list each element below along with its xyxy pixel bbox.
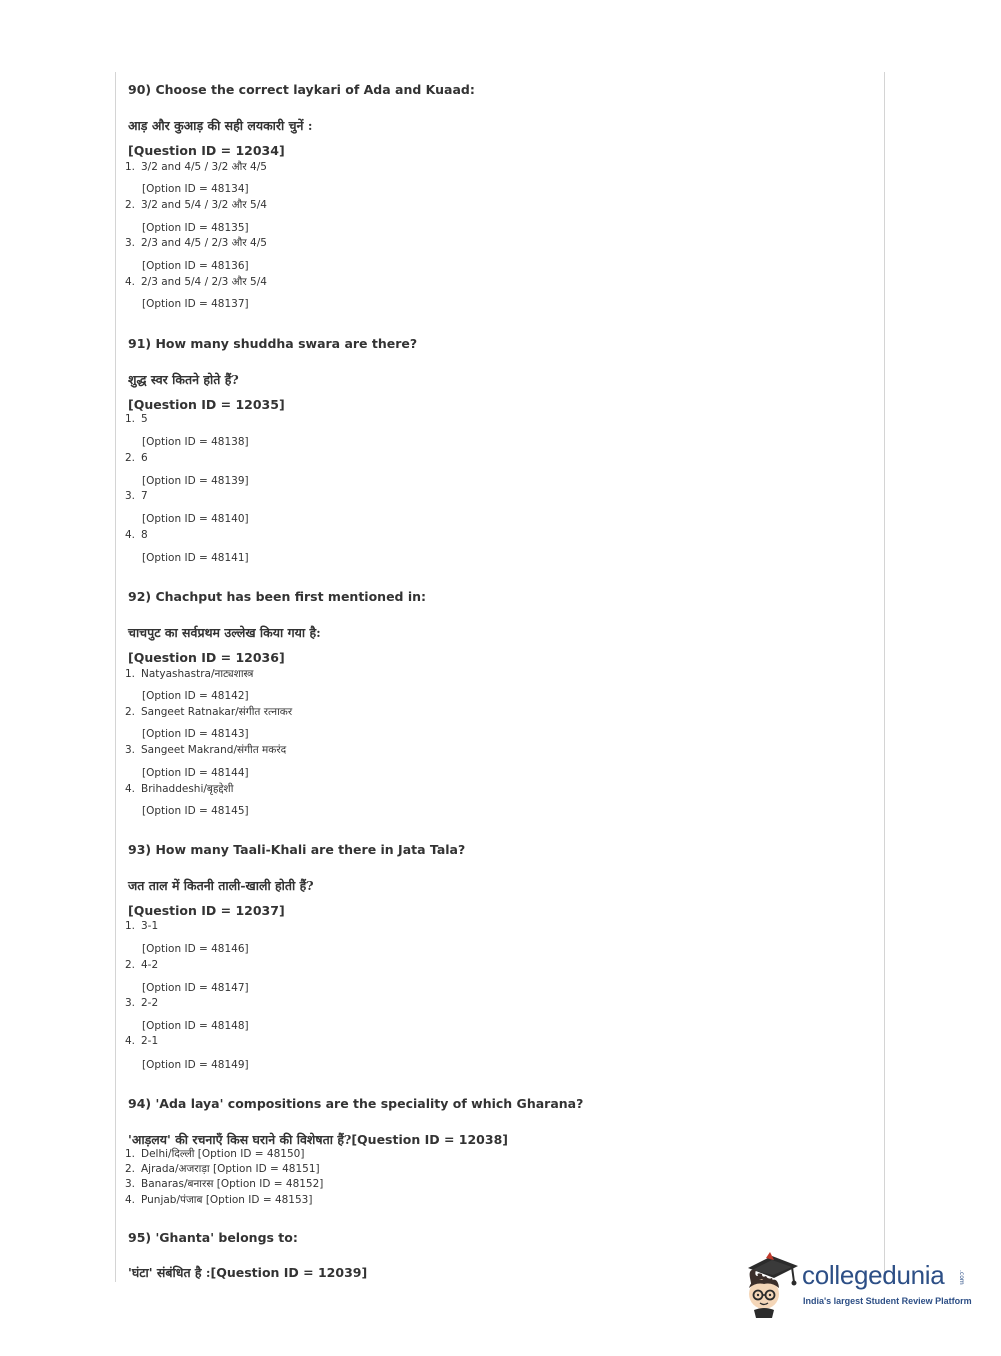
student-mascot-icon bbox=[742, 1248, 802, 1320]
question-93-option-3: 3. 2-2 bbox=[125, 997, 159, 1009]
question-91-option-4: 4. 8 bbox=[125, 529, 148, 541]
question-93-option-2: 2. 4-2 bbox=[125, 959, 159, 971]
question-94-option-2: 2. Ajrada/अजराड़ा [Option ID = 48151] bbox=[125, 1163, 320, 1175]
question-90-id: [Question ID = 12034] bbox=[128, 143, 285, 158]
question-90-option-3: 3. 2/3 and 4/5 / 2/3 और 4/5 bbox=[125, 237, 267, 249]
question-90-option-4: 4. 2/3 and 5/4 / 2/3 और 5/4 bbox=[125, 276, 267, 288]
logo-suffix: .com bbox=[958, 1270, 965, 1285]
question-94-id: [Question ID = 12038] bbox=[351, 1132, 508, 1147]
question-91-option-4-id: [Option ID = 48141] bbox=[142, 552, 249, 564]
question-92-id: [Question ID = 12036] bbox=[128, 650, 285, 665]
question-92-option-1: 1. Natyashastra/नाट्यशास्त्र bbox=[125, 668, 254, 680]
question-93-option-4-id: [Option ID = 48149] bbox=[142, 1059, 249, 1071]
question-93-option-1-id: [Option ID = 48146] bbox=[142, 943, 249, 955]
question-93-option-1: 1. 3-1 bbox=[125, 920, 159, 932]
collegedunia-logo bbox=[742, 1248, 972, 1320]
question-92-hindi: चाचपुट का सर्वप्रथम उल्लेख किया गया है: bbox=[128, 625, 321, 640]
question-95-hindi-line bbox=[128, 1264, 367, 1281]
question-95-hindi: 'घंटा' संबंधित है : bbox=[128, 1265, 211, 1280]
logo-wordmark: collegedunia bbox=[802, 1260, 945, 1290]
question-92-title: 92) Chachput has been first mentioned in: bbox=[128, 589, 427, 604]
question-91-title: 91) How many shuddha swara are there? bbox=[128, 336, 418, 351]
question-90-option-4-id: [Option ID = 48137] bbox=[142, 298, 249, 310]
question-90-option-2: 2. 3/2 and 5/4 / 3/2 और 5/4 bbox=[125, 199, 267, 211]
question-93-hindi: जत ताल में कितनी ताली-खाली होती हैं? bbox=[128, 878, 314, 893]
question-90-option-3-id: [Option ID = 48136] bbox=[142, 260, 249, 272]
question-91-option-3: 3. 7 bbox=[125, 490, 148, 502]
question-93-option-2-id: [Option ID = 48147] bbox=[142, 982, 249, 994]
question-93-option-3-id: [Option ID = 48148] bbox=[142, 1020, 249, 1032]
question-90-option-2-id: [Option ID = 48135] bbox=[142, 222, 249, 234]
question-91-id: [Question ID = 12035] bbox=[128, 397, 285, 412]
question-90-hindi: आड़ और कुआड़ की सही लयकारी चुनें : bbox=[128, 118, 313, 133]
question-94-option-1: 1. Delhi/दिल्ली [Option ID = 48150] bbox=[125, 1148, 305, 1160]
question-93-title: 93) How many Taali-Khali are there in Jata Tala? bbox=[128, 842, 466, 857]
question-93-option-4: 4. 2-1 bbox=[125, 1035, 159, 1047]
question-90-option-1-id: [Option ID = 48134] bbox=[142, 183, 249, 195]
question-94-option-3: 3. Banaras/बनारस [Option ID = 48152] bbox=[125, 1178, 324, 1190]
question-91-option-1: 1. 5 bbox=[125, 413, 148, 425]
question-92-option-3-id: [Option ID = 48144] bbox=[142, 767, 249, 779]
question-95-title: 95) 'Ghanta' belongs to: bbox=[128, 1230, 298, 1245]
question-91-option-1-id: [Option ID = 48138] bbox=[142, 436, 249, 448]
question-90-title: 90) Choose the correct laykari of Ada and Kuaad: bbox=[128, 82, 475, 97]
question-91-option-3-id: [Option ID = 48140] bbox=[142, 513, 249, 525]
question-95-id: [Question ID = 12039] bbox=[210, 1265, 368, 1280]
question-94-title: 94) 'Ada laya' compositions are the speciality of which Gharana? bbox=[128, 1096, 584, 1111]
question-94-option-4: 4. Punjab/पंजाब [Option ID = 48153] bbox=[125, 1194, 313, 1206]
question-91-option-2-id: [Option ID = 48139] bbox=[142, 475, 249, 487]
question-94-hindi: 'आड़लय' की रचनाएँ किस घराने की विशेषता हैं? bbox=[128, 1132, 352, 1147]
question-92-option-1-id: [Option ID = 48142] bbox=[142, 690, 249, 702]
question-91-hindi: शुद्ध स्वर कितने होते हैं? bbox=[128, 372, 239, 387]
question-91-option-2: 2. 6 bbox=[125, 452, 148, 464]
logo-tagline: India's largest Student Review Platform bbox=[803, 1296, 972, 1306]
question-94-hindi-line bbox=[128, 1131, 508, 1148]
question-92-option-2: 2. Sangeet Ratnakar/संगीत रत्नाकर bbox=[125, 706, 293, 718]
question-92-option-4: 4. Brihaddeshi/बृहद्देशी bbox=[125, 783, 234, 795]
question-93-id: [Question ID = 12037] bbox=[128, 903, 285, 918]
question-92-option-2-id: [Option ID = 48143] bbox=[142, 728, 249, 740]
question-92-option-4-id: [Option ID = 48145] bbox=[142, 805, 249, 817]
question-92-option-3: 3. Sangeet Makrand/संगीत मकरंद bbox=[125, 744, 287, 756]
question-90-option-1: 1. 3/2 and 4/5 / 3/2 और 4/5 bbox=[125, 161, 267, 173]
